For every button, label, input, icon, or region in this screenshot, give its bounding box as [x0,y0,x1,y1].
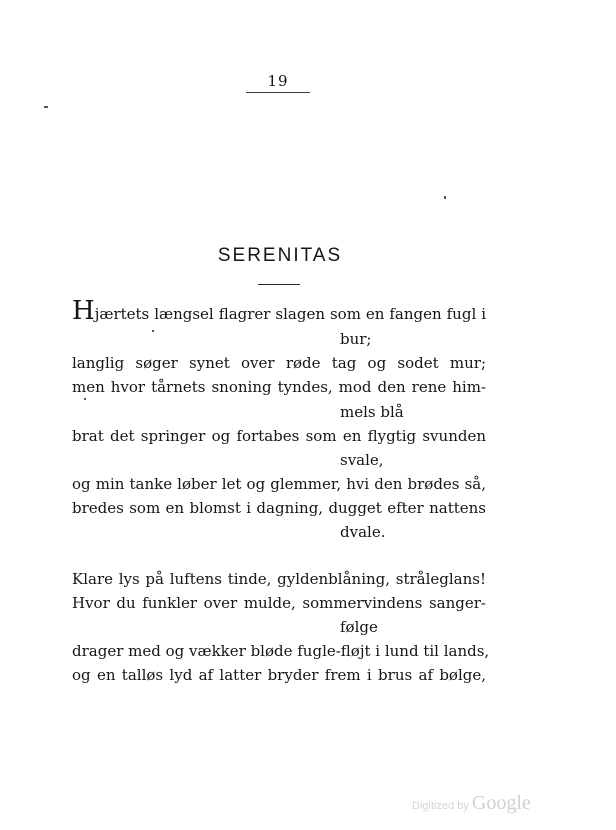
scan-speck [44,106,48,108]
scan-speck [152,330,154,332]
poem-line-7: svale, [340,451,384,469]
watermark-logo: Google [471,792,531,814]
poem-line-2: bur; [340,330,372,348]
page-number: 19 [267,72,289,90]
scan-speck [84,398,86,400]
poem-title: SERENITAS [217,245,343,266]
drop-cap: H [72,296,95,326]
page-number-rule [246,92,310,93]
poem-line-1 [72,296,486,326]
digitized-watermark [412,792,531,815]
scan-speck [444,196,446,199]
poem-line-10: dvale. [340,523,386,541]
poem-line-13: følge [340,618,378,636]
poem-line-6: brat det springer og fortabes som en flygtig svunden [72,427,486,445]
poem-line-5: mels blå [340,403,404,421]
poem-line-11: Klare lys på luftens tinde, gyldenblåning, stråleglans! [72,570,486,588]
poem-line-8: og min tanke løber let og glemmer, hvi den brødes så, [72,475,486,493]
poem-line-9: bredes som en blomst i dagning, dugget efter nattens [72,499,486,517]
poem-line-3: langlig søger synet over røde tag og sodet mur; [72,354,486,372]
poem-line-4: men hvor tårnets snoning tyndes, mod den rene him- [72,378,486,396]
title-rule [258,284,300,285]
poem-line-14: drager med og vækker bløde fugle-fløjt i lund til lands, [72,642,490,660]
poem-line-text: jærtets længsel flagrer slagen som en fangen fugl i [94,305,486,323]
poem-line-15: og en talløs lyd af latter bryder frem i brus af bølge, [72,666,486,684]
poem-line-12: Hvor du funkler over mulde, sommervindens sanger- [72,594,486,612]
watermark-prefix: Digitized by [412,800,469,812]
